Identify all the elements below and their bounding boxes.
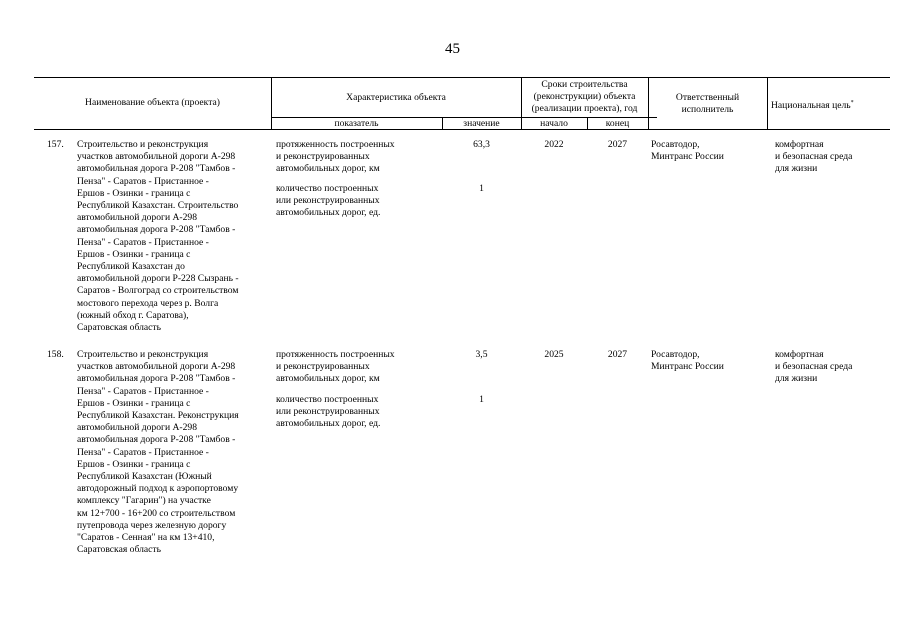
footnote-mark: * — [850, 100, 854, 106]
value-length: 3,5 — [475, 349, 488, 360]
indicator-count: количество построенных или реконструированных автомобильных дорог, ед. — [276, 183, 381, 219]
header-start: начало — [540, 118, 568, 129]
executor: Росавтодор, Минтранс России — [651, 139, 724, 163]
header-indicator: показатель — [334, 118, 379, 129]
end-year: 2027 — [607, 139, 628, 150]
indicator-length: протяженность построенных и реконструированных автомобильных дорог, км — [276, 349, 395, 385]
value-count: 1 — [479, 183, 484, 194]
row-number: 158. — [47, 349, 64, 360]
header-characteristic: Характеристика объекта — [346, 92, 446, 103]
end-year: 2027 — [607, 349, 628, 360]
value-count: 1 — [479, 394, 484, 405]
row-number: 157. — [47, 139, 64, 150]
object-name: Строительство и реконструкция участков автомобильной дороги А-298 автомобильная дорога Р-208 "Тамбов - Пенза" - Саратов - Пристанное - Ершов - Озинки - граница с Республикой Казахстан. Реконструкция автомобильной дороги А-298 автомобильная дорога Р-208 "Тамбов - Пенза" - Саратов - Пристанное - Ершов - Озинки - граница с Республикой Казахстан (Южный автодорожный подход к аэропортовому комплексу "Гагарин") на участке км 12+700 - 16+200 со строительством путепровода через железную дорогу "Саратов - Сенная" на км 13+410, Саратовская область — [77, 349, 239, 556]
indicator-count: количество построенных или реконструированных автомобильных дорог, ед. — [276, 394, 381, 430]
header-executor: Ответственный исполнитель — [675, 92, 740, 116]
start-year: 2025 — [544, 349, 564, 360]
header-goal: Национальная цель* — [771, 100, 854, 112]
national-goal: комфортная и безопасная среда для жизни — [775, 349, 853, 385]
header-end: конец — [605, 118, 630, 129]
indicator-length: протяженность построенных и реконструированных автомобильных дорог, км — [276, 139, 395, 175]
table-top-border — [34, 77, 890, 78]
object-name: Строительство и реконструкция участков автомобильной дороги А-298 автомобильная дорога Р-208 "Тамбов - Пенза" - Саратов - Пристанное - Ершов - Озинки - граница с Республикой Казахстан. Строительство автомобильной дороги А-298 автомобильная дорога Р-208 "Тамбов - Пенза" - Саратов - Пристанное - Ершов - Озинки - граница с Республикой Казахстан до автомобильной дороги Р-228 Сызрань - Саратов - Волгоград со строительством мостового перехода через р. Волга (южный обход г. Саратова), Саратовская область — [77, 139, 239, 334]
header-name: Наименование объекта (проекта) — [85, 97, 220, 108]
value-length: 63,3 — [473, 139, 490, 150]
executor: Росавтодор, Минтранс России — [651, 349, 724, 373]
national-goal: комфортная и безопасная среда для жизни — [775, 139, 853, 175]
col-divider-executor — [767, 77, 768, 130]
header-value: значение — [463, 118, 500, 129]
page-number: 45 — [445, 41, 460, 57]
header-terms: Сроки строительства (реконструкции) объекта (реализации проекта), год — [531, 79, 638, 115]
start-year: 2022 — [544, 139, 564, 150]
